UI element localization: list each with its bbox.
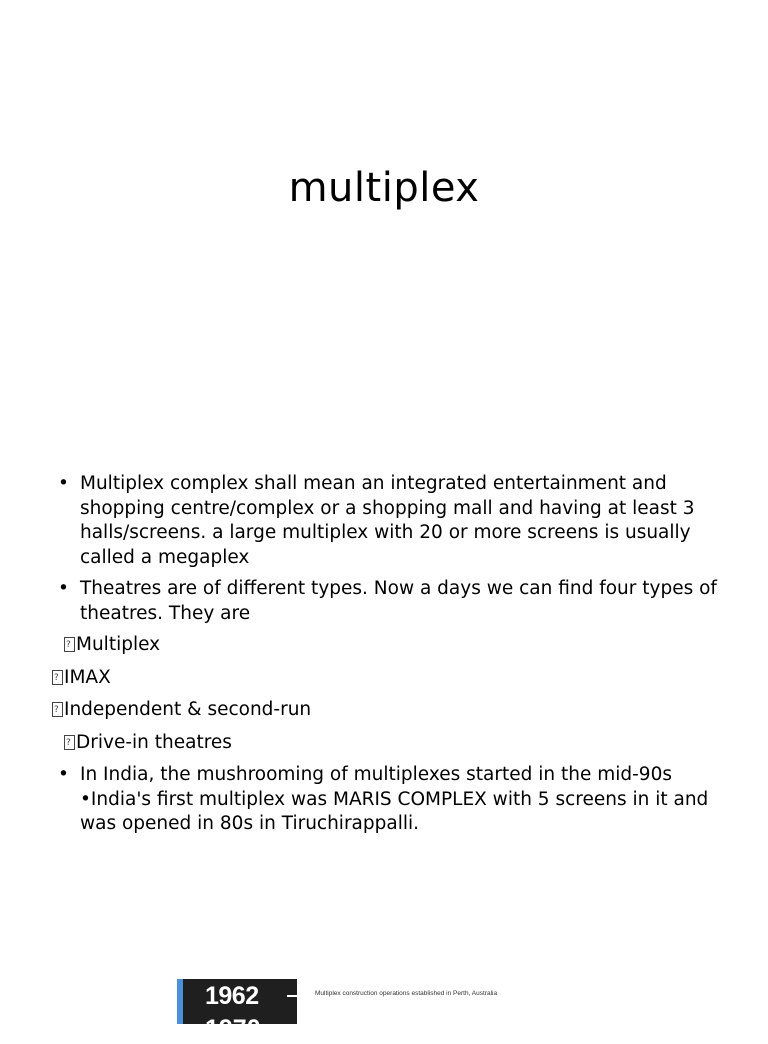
timeline-year-box [177, 979, 297, 1043]
bullet-text-continued: •India's first multiplex was MARIS COMPLEX with 5 screens in it and was opened in 80s in Tiruchirappalli. [80, 788, 709, 834]
theatre-type-independent [52, 698, 732, 723]
theatre-type-label: Multiplex [76, 634, 161, 655]
timeline-next-year: 1970 [205, 1015, 261, 1043]
bullet-text: Theatres are of different types. Now a days we can find four types of theatres. They are [80, 578, 717, 624]
bullet-dot-icon: • [58, 764, 69, 785]
timeline-year: 1962 [205, 982, 259, 1010]
timeline-note: Multiplex construction operations established in Perth, Australia [315, 990, 498, 997]
theatre-type-imax [52, 666, 732, 691]
bullet-text: In India, the mushrooming of multiplexes started in the mid-90s [80, 764, 672, 785]
theatre-type-multiplex [52, 633, 732, 658]
bullet-dot-icon: • [58, 473, 69, 494]
theatre-type-label: Independent & second-run [64, 699, 312, 720]
theatre-type-label: IMAX [64, 666, 111, 688]
missing-glyph-icon [64, 637, 75, 652]
timeline-strip [177, 979, 587, 1043]
bullet-item-definition [52, 472, 732, 570]
slide-title: multiplex [288, 165, 480, 211]
timeline-dash [287, 995, 301, 997]
missing-glyph-icon [52, 702, 63, 717]
bullet-dot-icon: • [58, 578, 69, 599]
bullet-item-types [52, 577, 732, 626]
theatre-type-label: Drive-in theatres [76, 731, 232, 753]
bullet-text: Multiplex complex shall mean an integrated entertainment and shopping centre/complex or a shopping mall and having at least 3 halls/screens. a large multiplex with 20 or more screens is usually called a megaplex [80, 473, 695, 568]
slide-content [52, 472, 732, 844]
bullet-item-india [52, 763, 732, 837]
missing-glyph-icon [52, 670, 63, 685]
missing-glyph-icon [64, 735, 75, 750]
theatre-type-drive-in [52, 731, 732, 756]
